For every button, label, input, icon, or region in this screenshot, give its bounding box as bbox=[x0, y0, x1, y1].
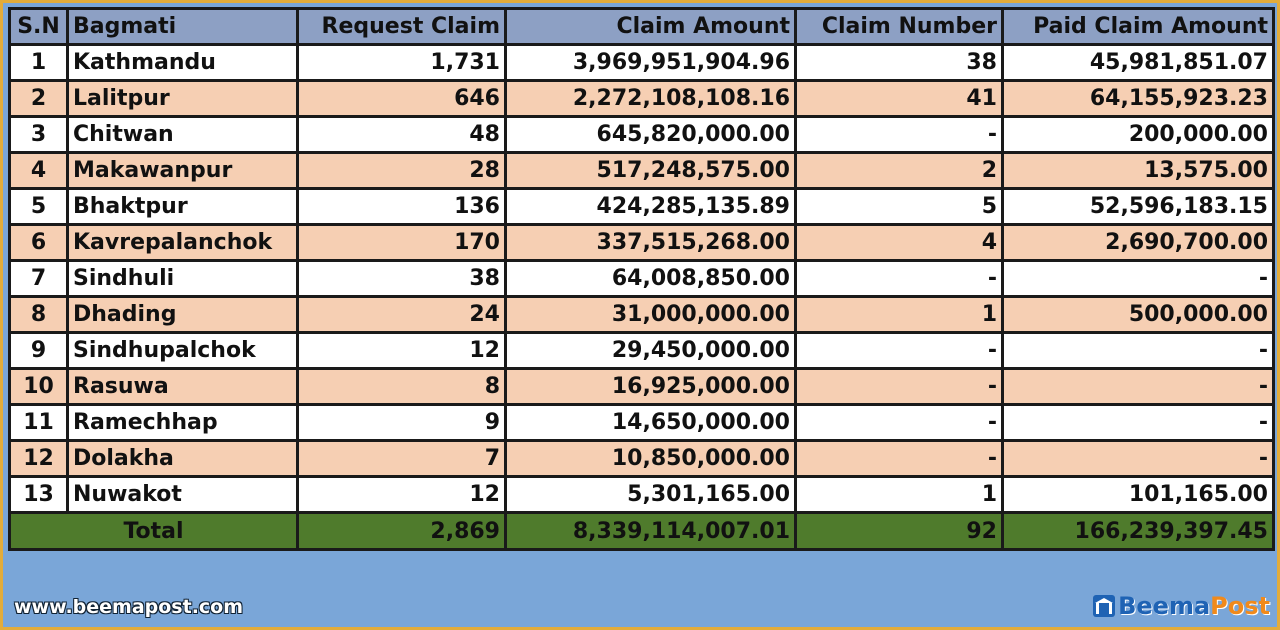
cell-district: Chitwan bbox=[68, 117, 298, 153]
cell-request-claim: 646 bbox=[298, 81, 506, 117]
cell-district: Ramechhap bbox=[68, 405, 298, 441]
cell-sn: 12 bbox=[10, 441, 68, 477]
cell-paid-claim-amount: 2,690,700.00 bbox=[1003, 225, 1274, 261]
table-row bbox=[10, 477, 1274, 513]
cell-paid-claim-amount: 52,596,183.15 bbox=[1003, 189, 1274, 225]
cell-paid-claim-amount: 500,000.00 bbox=[1003, 297, 1274, 333]
cell-sn: 7 bbox=[10, 261, 68, 297]
cell-request-claim: 12 bbox=[298, 477, 506, 513]
header-claim-amount: Claim Amount bbox=[506, 9, 796, 45]
brand-part1: Beema bbox=[1118, 592, 1211, 620]
cell-request-claim: 136 bbox=[298, 189, 506, 225]
cell-request-claim: 8 bbox=[298, 369, 506, 405]
cell-claim-number: 4 bbox=[796, 225, 1003, 261]
cell-claim-number: 5 bbox=[796, 189, 1003, 225]
header-district: Bagmati bbox=[68, 9, 298, 45]
cell-request-claim: 12 bbox=[298, 333, 506, 369]
table-row bbox=[10, 117, 1274, 153]
cell-claim-amount: 16,925,000.00 bbox=[506, 369, 796, 405]
cell-district: Kavrepalanchok bbox=[68, 225, 298, 261]
cell-request-claim: 7 bbox=[298, 441, 506, 477]
cell-paid-claim-amount: 45,981,851.07 bbox=[1003, 45, 1274, 81]
cell-claim-number: - bbox=[796, 441, 1003, 477]
brand-logo bbox=[1093, 592, 1270, 620]
cell-claim-amount: 14,650,000.00 bbox=[506, 405, 796, 441]
cell-claim-number: - bbox=[796, 405, 1003, 441]
total-claim-amount: 8,339,114,007.01 bbox=[506, 513, 796, 550]
cell-claim-number: - bbox=[796, 369, 1003, 405]
cell-district: Dhading bbox=[68, 297, 298, 333]
cell-claim-amount: 5,301,165.00 bbox=[506, 477, 796, 513]
cell-sn: 4 bbox=[10, 153, 68, 189]
cell-claim-amount: 3,969,951,904.96 bbox=[506, 45, 796, 81]
table-row bbox=[10, 297, 1274, 333]
cell-district: Bhaktpur bbox=[68, 189, 298, 225]
header-paid-claim-amount: Paid Claim Amount bbox=[1003, 9, 1274, 45]
cell-sn: 10 bbox=[10, 369, 68, 405]
header-request-claim: Request Claim bbox=[298, 9, 506, 45]
cell-paid-claim-amount: - bbox=[1003, 369, 1274, 405]
total-paid-claim-amount: 166,239,397.45 bbox=[1003, 513, 1274, 550]
cell-sn: 5 bbox=[10, 189, 68, 225]
cell-claim-amount: 31,000,000.00 bbox=[506, 297, 796, 333]
cell-paid-claim-amount: 64,155,923.23 bbox=[1003, 81, 1274, 117]
cell-district: Lalitpur bbox=[68, 81, 298, 117]
cell-paid-claim-amount: 13,575.00 bbox=[1003, 153, 1274, 189]
header-sn: S.N bbox=[10, 9, 68, 45]
total-claim-number: 92 bbox=[796, 513, 1003, 550]
cell-paid-claim-amount: - bbox=[1003, 405, 1274, 441]
footer-url[interactable]: www.beemapost.com bbox=[14, 596, 244, 618]
cell-sn: 6 bbox=[10, 225, 68, 261]
cell-claim-amount: 645,820,000.00 bbox=[506, 117, 796, 153]
table-row bbox=[10, 45, 1274, 81]
cell-claim-amount: 64,008,850.00 bbox=[506, 261, 796, 297]
cell-district: Sindhupalchok bbox=[68, 333, 298, 369]
cell-district: Nuwakot bbox=[68, 477, 298, 513]
cell-claim-number: 38 bbox=[796, 45, 1003, 81]
cell-claim-amount: 2,272,108,108.16 bbox=[506, 81, 796, 117]
table-row bbox=[10, 81, 1274, 117]
header-claim-number: Claim Number bbox=[796, 9, 1003, 45]
table-row bbox=[10, 261, 1274, 297]
cell-claim-number: 2 bbox=[796, 153, 1003, 189]
bank-icon bbox=[1093, 595, 1115, 617]
cell-request-claim: 1,731 bbox=[298, 45, 506, 81]
cell-sn: 3 bbox=[10, 117, 68, 153]
total-row bbox=[10, 513, 1274, 550]
table-row bbox=[10, 333, 1274, 369]
table-row bbox=[10, 369, 1274, 405]
cell-request-claim: 170 bbox=[298, 225, 506, 261]
cell-request-claim: 9 bbox=[298, 405, 506, 441]
cell-sn: 13 bbox=[10, 477, 68, 513]
table-row bbox=[10, 405, 1274, 441]
cell-paid-claim-amount: 101,165.00 bbox=[1003, 477, 1274, 513]
table-row bbox=[10, 225, 1274, 261]
cell-sn: 8 bbox=[10, 297, 68, 333]
cell-claim-amount: 29,450,000.00 bbox=[506, 333, 796, 369]
cell-district: Rasuwa bbox=[68, 369, 298, 405]
brand-part2: Post bbox=[1210, 592, 1270, 620]
cell-paid-claim-amount: - bbox=[1003, 333, 1274, 369]
total-label: Total bbox=[10, 513, 298, 550]
table-row bbox=[10, 189, 1274, 225]
cell-district: Dolakha bbox=[68, 441, 298, 477]
cell-request-claim: 28 bbox=[298, 153, 506, 189]
cell-claim-amount: 424,285,135.89 bbox=[506, 189, 796, 225]
cell-claim-number: - bbox=[796, 261, 1003, 297]
cell-district: Kathmandu bbox=[68, 45, 298, 81]
cell-request-claim: 48 bbox=[298, 117, 506, 153]
cell-district: Makawanpur bbox=[68, 153, 298, 189]
cell-claim-amount: 10,850,000.00 bbox=[506, 441, 796, 477]
table-row bbox=[10, 153, 1274, 189]
cell-paid-claim-amount: 200,000.00 bbox=[1003, 117, 1274, 153]
cell-claim-number: 41 bbox=[796, 81, 1003, 117]
cell-request-claim: 24 bbox=[298, 297, 506, 333]
cell-claim-amount: 337,515,268.00 bbox=[506, 225, 796, 261]
cell-claim-number: - bbox=[796, 117, 1003, 153]
cell-paid-claim-amount: - bbox=[1003, 261, 1274, 297]
cell-request-claim: 38 bbox=[298, 261, 506, 297]
cell-sn: 11 bbox=[10, 405, 68, 441]
cell-sn: 2 bbox=[10, 81, 68, 117]
cell-sn: 1 bbox=[10, 45, 68, 81]
table-row bbox=[10, 441, 1274, 477]
cell-sn: 9 bbox=[10, 333, 68, 369]
total-request-claim: 2,869 bbox=[298, 513, 506, 550]
cell-claim-number: - bbox=[796, 333, 1003, 369]
cell-claim-number: 1 bbox=[796, 477, 1003, 513]
cell-paid-claim-amount: - bbox=[1003, 441, 1274, 477]
claims-table bbox=[8, 7, 1275, 551]
cell-district: Sindhuli bbox=[68, 261, 298, 297]
cell-claim-number: 1 bbox=[796, 297, 1003, 333]
cell-claim-amount: 517,248,575.00 bbox=[506, 153, 796, 189]
header-row bbox=[10, 9, 1274, 45]
